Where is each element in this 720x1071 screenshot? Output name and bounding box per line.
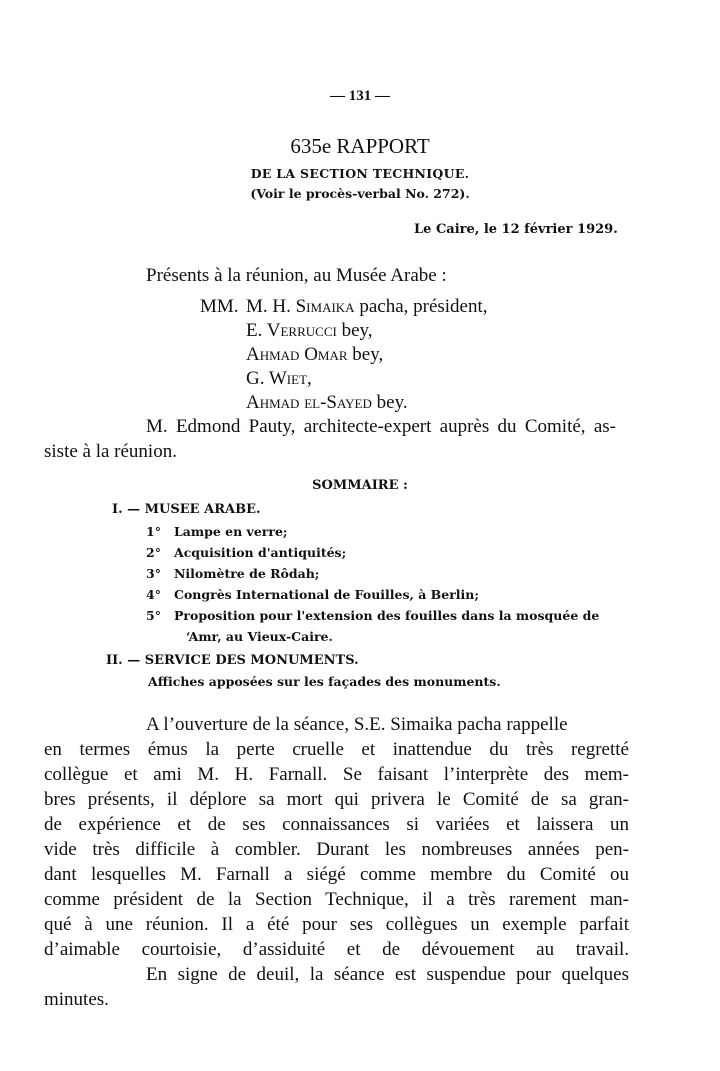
member-name: M. H. Simaika	[246, 296, 355, 317]
item-number: 2°	[146, 545, 161, 560]
member-line	[246, 320, 373, 342]
summary-item	[146, 608, 599, 623]
body-line: qué à une réunion. Il a été pour ses collègues un exemple parfait	[44, 914, 629, 935]
summary-item-continuation: ‘Amr, au Vieux-Caire.	[186, 629, 333, 644]
member-suffix: bey,	[336, 320, 373, 341]
body-line: comme président de la Section Technique, il a très rarement man-	[44, 889, 629, 910]
member-line	[246, 344, 383, 366]
member-name: E. Verrucci	[246, 320, 337, 341]
item-text: Proposition pour l'extension des fouilles dans la mosquée de	[174, 608, 600, 623]
body-line: En signe de deuil, la séance est suspendue pour quelques	[146, 964, 629, 985]
attendance-prefix: MM.	[200, 296, 239, 317]
page-number: — 131 —	[330, 88, 390, 104]
member-suffix: bey.	[371, 392, 408, 413]
body-line: vide très difficile à combler. Durant les nombreuses années pen-	[44, 839, 629, 860]
body-line: minutes.	[44, 989, 109, 1010]
item-number: 3°	[146, 566, 161, 581]
item-text: Acquisition d'antiquités;	[174, 545, 347, 560]
item-text: Nilomètre de Rôdah;	[174, 566, 320, 581]
summary-heading: SOMMAIRE :	[312, 478, 408, 493]
item-number: 1°	[146, 524, 161, 539]
report-reference: (Voir le procès-verbal No. 272).	[250, 186, 470, 201]
member-line	[246, 296, 488, 318]
item-text: Lampe en verre;	[174, 524, 288, 539]
member-suffix: bey,	[347, 344, 384, 365]
member-line	[246, 392, 408, 414]
summary-item	[146, 524, 288, 539]
summary-item	[146, 545, 346, 560]
member-name: G. Wiet	[246, 368, 308, 389]
summary-item	[146, 566, 319, 581]
body-line: d’aimable courtoisie, d’assiduité et de dévouement au travail.	[44, 939, 629, 960]
body-line: collègue et ami M. H. Farnall. Se faisant l’interprète des mem-	[44, 764, 629, 785]
attendance-intro: Présents à la réunion, au Musée Arabe :	[146, 265, 447, 286]
item-number: 4°	[146, 587, 161, 602]
report-title: 635e RAPPORT	[290, 134, 430, 158]
member-line	[246, 368, 312, 390]
summary-item	[146, 587, 479, 602]
body-line: bres présents, il déplore sa mort qui privera le Comité de sa gran-	[44, 789, 629, 810]
body-line: en termes émus la perte cruelle et inattendue du très regretté	[44, 739, 629, 760]
item-number: 5°	[146, 608, 161, 623]
summary-section-label: I. — MUSEE ARABE.	[112, 502, 261, 517]
summary-item: Affiches apposées sur les façades des monuments.	[148, 674, 501, 689]
body-line: dant lesquelles M. Farnall a siégé comme membre du Comité ou	[44, 864, 629, 885]
item-text: Congrès International de Fouilles, à Berlin;	[174, 587, 479, 602]
body-line: de expérience et de ses connaissances si variées et laissera un	[44, 814, 629, 835]
member-name: Ahmad el-Sayed	[246, 392, 372, 413]
summary-section-label: II. — SERVICE DES MONUMENTS.	[106, 653, 359, 668]
member-name: Ahmad Omar	[246, 344, 348, 365]
dateline: Le Caire, le 12 février 1929.	[414, 222, 618, 237]
body-line: A l’ouverture de la séance, S.E. Simaika pacha rappelle	[146, 714, 568, 735]
report-subtitle: DE LA SECTION TECHNIQUE.	[250, 166, 470, 181]
expert-line-1: M. Edmond Pauty, architecte-expert auprès du Comité, as-	[146, 416, 616, 437]
expert-line-2: siste à la réunion.	[44, 441, 177, 462]
member-suffix: pacha, président,	[354, 296, 488, 317]
member-suffix: ,	[307, 368, 312, 389]
